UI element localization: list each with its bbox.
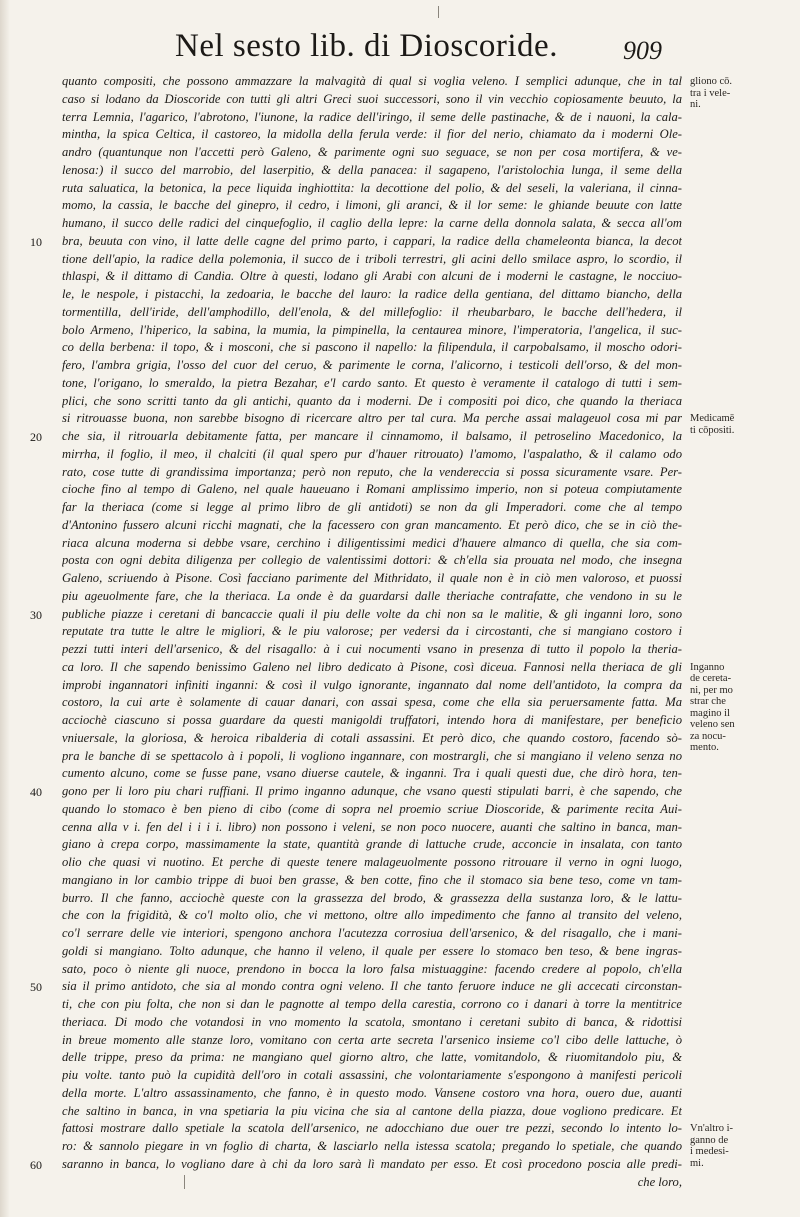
marginal-note-line: ni, per mo <box>690 684 733 696</box>
marginal-note-line: gliono cō. <box>690 76 732 87</box>
line-number: 40 <box>30 785 42 799</box>
line-number: 10 <box>30 234 42 249</box>
marginal-note <box>690 662 790 754</box>
bottom-rule-mark <box>184 1175 185 1189</box>
folio-number: 909 <box>623 36 662 65</box>
text-line: si ritrouasse buona, non sarebbe bisogno di ricercare altro per tal cura. Ma perche assai malageuol cosa mi par <box>62 411 682 426</box>
header-title: Nel sesto lib. di Dioscoride. <box>175 28 558 64</box>
text-line: terra Lemnia, l'agarico, l'abrotono, l'iunone, la radice dell'iringo, il seme delle pastinache, & de i nauoni, la cala- <box>62 109 682 124</box>
text-line: ti, che con piu folta, che non si dan le pagnotte al tempo della carestia, corrono co i danari à torre la mentitrice <box>62 997 682 1011</box>
text-line: che saltino in banca, in vna spetiaria la piu vicina che sia al cantone della piazza, doue vogliono predicare. Et <box>62 1103 682 1118</box>
marginal-note-line: za nocu- <box>690 730 726 742</box>
text-line: che loro, <box>637 1174 682 1189</box>
text-line: humano, il succo delle radici del cinquefoglio, il caglio della lepre: la carne della donnola salata, & secca all'om <box>62 216 682 230</box>
text-line: piu ageuolmente fare, che la theriaca. La onde è da guardarsi dalle theriache contrafatte, che vendono in su le <box>62 588 682 603</box>
marginal-note-line: strar che <box>690 696 726 708</box>
text-line: improbi ingannatori infiniti inganni: & così il vulgo ignorante, ingannato dal nome dell'antidoto, la compra da <box>62 677 682 692</box>
text-line: riaca alcuna moderna si debbe vsare, cerchino i diligentissimi medici d'hauere almanco di quella, che sia com- <box>62 535 682 550</box>
text-line: ro: & sannolo piegare in vn foglio di charta, & lasciarlo nella istessa scatola; pregando lo spetiale, che quando <box>62 1139 682 1153</box>
text-line: giano à crepa corpo, massimamente la state, quantità grande di lattuche crude, acconcie in insalata, con tanto <box>62 837 682 852</box>
text-line: fero, l'ambra grigia, l'osso del cuor del ceruo, & parimente le corna, l'alicorno, i testicoli dell'orso, & del mon- <box>62 358 682 372</box>
text-line: tone, l'origano, lo smeraldo, la pietra Bezahar, e'l cardo santo. Et questo è veramente il catalogo di tutti i sem- <box>62 375 682 390</box>
text-line: piu volte. tanto può la cupidità dell'oro in cotali assassini, che volontariamente s'espongono à manifesti pericoli <box>62 1068 682 1082</box>
text-line: le, le nespole, i pistacchi, la zedoaria, le bacche del lauro: la radice della gentiana, del dittamo biancho, della <box>62 287 682 301</box>
line-number: 60 <box>30 1157 42 1172</box>
text-line: goldi si mangiano. Tolto adunque, che hanno il veleno, il quale per essere lo stomaco ben teso, & bene ingras- <box>62 943 682 958</box>
marginal-note-line: veleno sen <box>690 719 735 731</box>
text-line: mangiano in lor cambio trippe di buoi ben grasse, & ben cotte, fino che il stomaco sia bene teso, come vn tam- <box>62 872 682 887</box>
text-line: della morte. L'altro assassinamento, che fanno, è in questo modo. Vansene costoro vna hora, ouero due, auanti <box>62 1085 682 1100</box>
line-number: 20 <box>30 430 42 444</box>
text-line: pra le banche di se spettacolo à i popoli, li vogliono ingannare, con mostrargli, che si mangiano il veleno senza no <box>62 748 682 763</box>
text-line: gono per li loro piu chari ruffiani. Il primo inganno adunque, che vsano questi stipulati barri, è che sapendo, che <box>62 784 682 798</box>
text-line: fattosi mostrare dallo spetiale la scatola dell'arsenico, ne adocchiano due ouer tre pezzi, secondo lo intento lo- <box>62 1121 682 1136</box>
text-line: cumento alcuno, come se fusse pane, vsano diuerse cautele, & inganni. Tra i quali questi due, che dirò hora, ten- <box>62 766 682 781</box>
marginal-note-line: Medicamē <box>690 413 735 425</box>
text-line: posta con ogni debita diligenza per collegio de valentissimi dottori: & ch'ella sia prouata nel modo, che insegna <box>62 553 682 568</box>
text-line: bra, beuuta con vino, il latte delle cagne del primo parto, i cappari, la radice della chameleonta bianca, la decot <box>62 233 682 248</box>
text-line: co della berbena: il topo, & i mosconi, che si pascono il napello: la filipendula, il carpobalsamo, il moscho odori- <box>62 340 682 355</box>
marginal-note-line: ti cōpositi. <box>690 424 735 436</box>
text-line: saranno in banca, lo vogliano dare à chi da loro sarà lì mandato per esso. Et così procedono poscia alle predi- <box>62 1156 682 1171</box>
text-line: pezzi tutti interi dell'arsenico, & del risagallo: à i cui nocumenti vsano in presenza di tutto il popolo la theria- <box>62 642 682 656</box>
text-line: tormentilla, dell'iride, dell'amphodillo, dell'enola, & del millefoglio: il rheubarbaro, le bacche dell'hedera, il <box>62 304 682 319</box>
marginal-note-line: magino il <box>690 707 730 719</box>
marginal-note <box>690 76 790 111</box>
text-line: vniuersale, la gloriosa, & heroica ribalderia di cotali assassini. Et però dico, che quando costoro, facendo sò- <box>62 730 682 745</box>
text-line: sato, poco ò niente gli nuoce, prendono in bocca la loro falsa mistuaggine: facendo credere al popolo, ch'ella <box>62 961 682 976</box>
text-line: mirrha, il foglio, il meo, il chalciti (il qual spero pur d'hauer ritrouato) l'amomo, l'aspalatho, & il calamo odo <box>62 446 682 461</box>
text-line: cenna alla v i. fen del i i i i. libro) non possono i veleni, se non poco nuocere, auanti che saltino in banca, man- <box>62 819 682 834</box>
text-line: thlaspi, & il dittamo di Candia. Oltre à questi, lodano gli Arabi con alcuni de i moderni le castagne, le nocciuo- <box>62 269 682 284</box>
text-line: far la theriaca (come si legge al primo libro de gli antidoti) se non da gli Imperadori. come che al tempo <box>62 500 682 514</box>
body-text <box>62 73 682 1191</box>
text-line: d'Antonino fussero alcuni ricchi magnati, che la facessero con gran mancamento. Et però dico, che se in ciò the- <box>62 517 682 532</box>
text-line: momo, la cassia, le bacche del ginepro, il cedro, i limoni, gli aranci, & il lor seme: le ghiande beuute con latte <box>62 198 682 213</box>
marginal-note-line: ganno de <box>690 1134 729 1146</box>
text-line: bolo Armeno, l'hiperico, la sabina, la mumia, la pimpinella, la centaurea minore, l'imperatoria, l'angelica, il suc- <box>62 322 682 337</box>
text-line: che sia, il ritrouarla debitamente fatta, per mancare il cinnamomo, il balsamo, il petroselino Macedonico, la <box>62 429 682 443</box>
marginal-note-line: Inganno <box>690 661 725 673</box>
text-line: mintha, la spica Celtica, il castoreo, la midolla della ferula verde: il fior del nerio, chiamato da i moderni Ole- <box>62 127 682 142</box>
text-line: andro (quantunque non l'accetti però Galeno, & parimente ogni suo seguace, se non per cosa mortifera, & ve- <box>62 145 682 159</box>
text-line: ca loro. Il che sapendo benissimo Galeno nel libro dedicato à Pisone, così diceua. Fannosi nella theriaca de gli <box>62 659 682 674</box>
top-rule-mark <box>438 6 439 18</box>
text-line: ruta saluatica, la betonica, la pece liquida inghiottita: la decottione del polio, & del seseli, la valeriana, il cinna- <box>62 180 682 195</box>
text-line: quanto compositi, che possono ammazzare la malvagità di qual si voglia veleno. I semplici adunque, che in tal <box>62 74 682 88</box>
text-line: co'l serrare delle vie interiori, spengono anchora l'acutezza corrosiua dell'arsenico, & del risagallo, che i mani- <box>62 926 682 940</box>
text-line: acciochè ciascuno si possa guardare da questi manigoldi truffatori, intendo hora di manifestare, per beneficio <box>62 713 682 727</box>
text-line: Galeno, scriuendo à Pisone. Così facciano parimente del Mithridato, il quale non è in ciò men valoroso, et puossi <box>62 571 682 585</box>
marginal-note <box>690 1123 790 1169</box>
marginal-note-line: i medesi- <box>690 1146 729 1158</box>
text-line: plici, che sono scritti tanto da gli antichi, quanto da i moderni. De i compositi poi dico, che quando la theriaca <box>62 393 682 408</box>
marginal-note-line: mi. <box>690 1157 704 1169</box>
marginal-note-line: tra i vele- <box>690 87 731 99</box>
line-number: 30 <box>30 607 42 622</box>
text-line: theriaca. Di modo che votandosi in vno momento la scatola, smontano i ceretani subito di banca, & ridottisi <box>62 1014 682 1029</box>
marginal-note-line: Vn'altro i- <box>690 1123 734 1135</box>
text-line: caso si lodano da Dioscoride con tutti gli altri Greci suoi successori, sono il vin vecchio copiosamente beuuto, la <box>62 91 682 106</box>
text-line: costoro, la cui arte è solamente di cauar danari, con assai spesa, come che ella sia peruersamente fatta. Ma <box>62 695 682 710</box>
line-number: 50 <box>30 980 42 995</box>
text-line: rato, cose tutte di grandissima importanza; però non reputo, che la vendereccia si possa sicuramente vsare. Per- <box>62 464 682 479</box>
text-line: delle trippe, preso da prima: ne mangiano quel giorno altro, che latte, vomitandolo, & riuomitandolo piu, & <box>62 1050 682 1065</box>
marginal-note-line: mento. <box>690 742 719 754</box>
text-line: cioche fino al tempo di Galeno, nel quale haueuano i Romani amplissimo imperio, non si poteua compiutamente <box>62 482 682 497</box>
marginal-note <box>690 413 790 436</box>
text-line: in breue momento alle stanze loro, vomitano con certa arte secreta l'arsenico insieme co'l cibo delle lattuche, ò <box>62 1032 682 1047</box>
marginal-note-line: ni. <box>690 99 701 110</box>
text-line: che con la frigidità, & co'l molto olio, che vi mettono, oltre allo impedimento che fanno al transito del veleno, <box>62 908 682 923</box>
running-header <box>175 28 775 74</box>
text-line: quando lo stomaco è ben pieno di cibo (come di sopra nel proemio scriue Dioscoride, & parimente recita Aui- <box>62 801 682 816</box>
page-edge-shadow <box>0 0 10 1217</box>
text-line: lenosa:) il succo del marrobio, del laserpitio, & della panacea: il sagapeno, l'aristolochia lunga, il seme della <box>62 162 682 177</box>
text-line: olio che quasi vi nuotino. Et perche di queste tenere malageuolmente possono ritrouare il verno in ogni luogo, <box>62 855 682 869</box>
marginal-note-line: de cereta- <box>690 673 732 685</box>
text-line: sia il primo antidoto, che sia al mondo contra ogni veleno. Il che tanto feruore induce ne gli accecati circonstan- <box>62 979 682 994</box>
text-line: reputate tra tutte le altre le migliori, & le piu valorose; per vedersi da i circostanti, che si mangiano costoro i <box>62 624 682 639</box>
text-line: tione dell'apio, la radice della polemonia, il succo de i triboli terrestri, gli acini dello smilace aspro, lo scordio, il <box>62 251 682 266</box>
text-line: burro. Il che fanno, acciochè queste con la grassezza del brodo, & grassezza della sustanza loro, & le lattu- <box>62 890 682 905</box>
text-line: publiche piazze i ceretani di bancaccie quali il piu delle volte da chi non sa le malitie, & gli inganni loro, sono <box>62 606 682 621</box>
